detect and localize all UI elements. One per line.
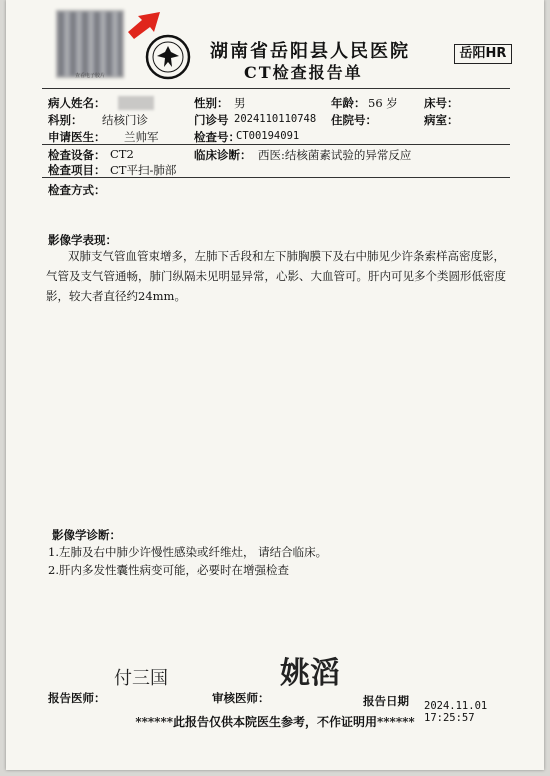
divider-exam [42, 177, 510, 178]
qr-code[interactable] [56, 10, 124, 78]
outpatient-label: 门诊号 [194, 113, 229, 127]
clinical-value: 西医:结核菌素试验的异常反应 [258, 148, 412, 162]
sex-value: 男 [234, 96, 246, 110]
redacted-name [118, 96, 154, 110]
date-value: 2024.11.01 17:25:57 [424, 700, 488, 724]
bed-label: 床号： [424, 96, 459, 110]
diagnosis-item-2: 2.肝内多发性囊性病变可能，必要时在增强检查 [48, 563, 289, 577]
hospital-title: 湖南省岳阳县人民医院 [210, 41, 410, 62]
age-label: 年龄： [331, 96, 366, 110]
inpatient-label: 住院号： [331, 113, 377, 127]
findings-text: 双肺支气管血管束增多，左肺下舌段和左下肺胸膜下及右中肺见少许条索样高密度影， 气管及支气管通畅，肺门纵隔未见明显异常，心影、大血管可。肝内可见多个类圆形低密度影，较大者直径约24mm。 [46, 249, 506, 303]
outpatient-value: 2024110110748 [234, 113, 317, 125]
dept-value: 结核门诊 [102, 113, 148, 127]
hospital-logo [145, 34, 191, 80]
divider-mid [42, 144, 510, 145]
item-value: CT平扫-肺部 [110, 163, 177, 177]
qr-caption: 查看电子胶片 [74, 73, 105, 79]
ward-label: 病室： [424, 113, 459, 127]
age-value: 56 岁 [368, 96, 398, 110]
reporter-signature: 付三国 [114, 668, 168, 689]
footer-disclaimer: ******此报告仅供本院医生参考，不作证明用****** [135, 715, 415, 729]
hospital-stamp: 岳阳HR [454, 44, 512, 64]
diagnosis-heading: 影像学诊断： [52, 528, 121, 542]
report-subtitle: CT检查报告单 [244, 63, 363, 82]
reporter-label: 报告医师： [48, 691, 106, 705]
sex-label: 性别： [194, 96, 229, 110]
device-value: CT2 [110, 147, 134, 161]
reviewer-signature: 姚滔 [280, 656, 340, 691]
item-label: 检查项目： [48, 163, 106, 177]
method-label: 检查方式： [48, 183, 106, 197]
reviewer-label: 审核医师： [212, 691, 270, 705]
date-label: 报告日期 [363, 694, 409, 708]
doctor-label: 申请医生： [48, 130, 106, 144]
findings-heading: 影像学表现： [48, 233, 117, 247]
exam-no-label: 检查号： [194, 130, 240, 144]
clinical-label: 临床诊断： [194, 148, 252, 162]
doctor-value: 兰帅军 [124, 130, 159, 144]
device-label: 检查设备： [48, 148, 106, 162]
patient-name-label: 病人姓名： [48, 96, 106, 110]
divider-top [42, 88, 510, 89]
dept-label: 科别： [48, 113, 83, 127]
exam-no-value: CT00194091 [236, 130, 300, 142]
report-paper [6, 0, 544, 770]
diagnosis-item-1: 1.左肺及右中肺少许慢性感染或纤维灶， 请结合临床。 [48, 545, 328, 559]
